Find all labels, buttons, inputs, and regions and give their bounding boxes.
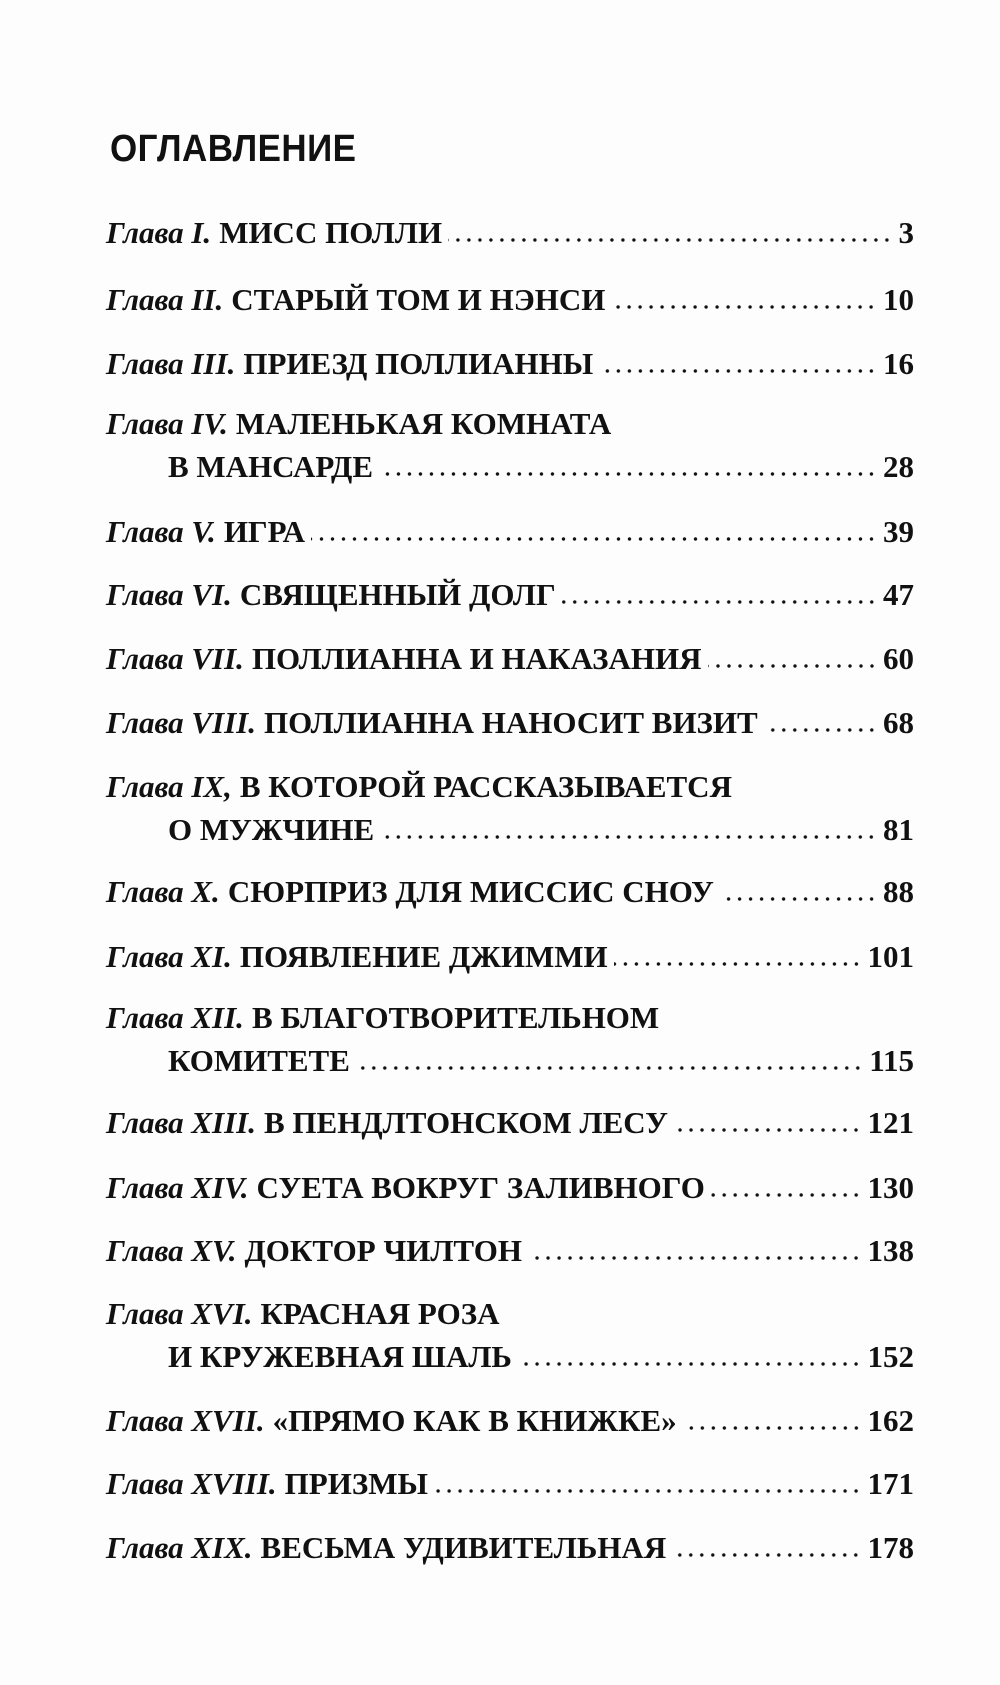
page-number: 47 bbox=[883, 577, 914, 612]
dot-leader bbox=[518, 1361, 862, 1367]
toc-entry bbox=[106, 278, 914, 321]
dot-leader bbox=[711, 1192, 862, 1198]
chapter-label: Глава X. bbox=[106, 874, 220, 909]
toc-entry-line bbox=[106, 278, 914, 321]
toc-entry-line bbox=[106, 808, 914, 851]
toc-entry-line bbox=[106, 1292, 914, 1335]
page-number: 130 bbox=[867, 1170, 914, 1205]
toc-entry-line bbox=[106, 701, 914, 744]
toc-entry-line bbox=[106, 1526, 914, 1569]
chapter-title: ПОЯВЛЕНИЕ ДЖИММИ bbox=[239, 939, 608, 974]
chapter-label: Глава II. bbox=[106, 282, 224, 317]
chapter-title: КОМИТЕТЕ bbox=[168, 1043, 350, 1078]
chapter-label: Глава I. bbox=[106, 215, 212, 250]
dot-leader bbox=[434, 1488, 862, 1494]
toc-entry bbox=[106, 1292, 914, 1378]
dot-leader bbox=[356, 1065, 863, 1071]
page-title: ОГЛАВЛЕНИЕ bbox=[110, 128, 357, 170]
toc-entry bbox=[106, 342, 914, 385]
toc-entry bbox=[106, 870, 914, 913]
toc-entry-line bbox=[106, 1462, 914, 1505]
dot-leader bbox=[614, 961, 862, 967]
toc-entry-line bbox=[106, 402, 914, 445]
chapter-title: СВЯЩЕННЫЙ ДОЛГ bbox=[239, 577, 556, 612]
toc-entry-line bbox=[106, 765, 914, 808]
chapter-title: ПРИЕЗД ПОЛЛИАННЫ bbox=[243, 346, 594, 381]
chapter-title: ВЕСЬМА УДИВИТЕЛЬНАЯ bbox=[260, 1530, 667, 1565]
toc-entry-line bbox=[106, 211, 914, 254]
chapter-title: В МАНСАРДЕ bbox=[168, 449, 374, 484]
page-number: 101 bbox=[867, 939, 914, 974]
chapter-label: Глава XVII. bbox=[106, 1403, 265, 1438]
chapter-title: О МУЖЧИНЕ bbox=[168, 812, 375, 847]
toc-entry-line bbox=[106, 1039, 914, 1082]
dot-leader bbox=[448, 237, 892, 243]
chapter-title: ДОКТОР ЧИЛТОН bbox=[244, 1233, 522, 1268]
page-number: 138 bbox=[867, 1233, 914, 1268]
toc-entry-line bbox=[106, 870, 914, 913]
chapter-label: Глава XIII. bbox=[106, 1105, 256, 1140]
chapter-label: Глава XIV. bbox=[106, 1170, 249, 1205]
page-number: 28 bbox=[883, 449, 914, 484]
chapter-label: Глава XV. bbox=[106, 1233, 237, 1268]
chapter-title: В КОТОРОЙ РАССКАЗЫВАЕТСЯ bbox=[239, 769, 732, 804]
chapter-label: Глава VII. bbox=[106, 641, 244, 676]
toc-entry-line bbox=[106, 1229, 914, 1272]
dot-leader bbox=[311, 536, 877, 542]
toc-entry bbox=[106, 573, 914, 616]
toc-entry-line bbox=[106, 637, 914, 680]
chapter-title: СЮРПРИЗ ДЛЯ МИССИС СНОУ bbox=[227, 874, 714, 909]
chapter-title: СУЕТА ВОКРУГ ЗАЛИВНОГО bbox=[256, 1170, 705, 1205]
page-number: 162 bbox=[867, 1403, 914, 1438]
chapter-label: Глава XVI. bbox=[106, 1296, 253, 1331]
toc-entry-line bbox=[106, 573, 914, 616]
toc-entry-line bbox=[106, 342, 914, 385]
toc-entry bbox=[106, 765, 914, 851]
toc-entry bbox=[106, 701, 914, 744]
dot-leader bbox=[683, 1425, 862, 1431]
toc-entry-line bbox=[106, 445, 914, 488]
chapter-label: Глава VI. bbox=[106, 577, 232, 612]
dot-leader bbox=[599, 368, 877, 374]
chapter-label: Глава V. bbox=[106, 514, 216, 549]
page-number: 171 bbox=[867, 1466, 914, 1501]
chapter-title: КРАСНАЯ РОЗА bbox=[260, 1296, 500, 1331]
page-number: 16 bbox=[883, 346, 914, 381]
toc-entry-line bbox=[106, 996, 914, 1039]
page-number: 88 bbox=[883, 874, 914, 909]
dot-leader bbox=[379, 471, 877, 477]
chapter-label: Глава VIII. bbox=[106, 705, 256, 740]
chapter-title: ИГРА bbox=[223, 514, 306, 549]
dot-leader bbox=[708, 663, 878, 669]
chapter-title: «ПРЯМО КАК В КНИЖКЕ» bbox=[272, 1403, 677, 1438]
chapter-label: Глава IV. bbox=[106, 406, 228, 441]
page-number: 121 bbox=[867, 1105, 914, 1140]
toc-entry bbox=[106, 935, 914, 978]
chapter-title: В ПЕНДЛТОНСКОМ ЛЕСУ bbox=[264, 1105, 668, 1140]
chapter-title: СТАРЫЙ ТОМ И НЭНСИ bbox=[231, 282, 606, 317]
page-number: 10 bbox=[883, 282, 914, 317]
dot-leader bbox=[674, 1127, 862, 1133]
page-number: 60 bbox=[883, 641, 914, 676]
chapter-title: И КРУЖЕВНАЯ ШАЛЬ bbox=[168, 1339, 512, 1374]
toc-entry bbox=[106, 211, 914, 254]
page-number: 3 bbox=[898, 215, 914, 250]
toc-entry bbox=[106, 402, 914, 488]
toc-entry-line bbox=[106, 510, 914, 553]
toc-entry-line bbox=[106, 1101, 914, 1144]
toc-entry bbox=[106, 1399, 914, 1442]
chapter-title: ПОЛЛИАННА И НАКАЗАНИЯ bbox=[251, 641, 702, 676]
page-number: 39 bbox=[883, 514, 914, 549]
dot-leader bbox=[380, 834, 877, 840]
toc-entry-line bbox=[106, 1166, 914, 1209]
dot-leader bbox=[764, 727, 877, 733]
toc-entry bbox=[106, 1462, 914, 1505]
dot-leader bbox=[720, 896, 877, 902]
chapter-title: МАЛЕНЬКАЯ КОМНАТА bbox=[235, 406, 612, 441]
page-number: 68 bbox=[883, 705, 914, 740]
chapter-label: Глава XI. bbox=[106, 939, 232, 974]
page-number: 115 bbox=[869, 1043, 914, 1078]
toc-entry bbox=[106, 1166, 914, 1209]
chapter-label: Глава XII. bbox=[106, 1000, 244, 1035]
toc-entry bbox=[106, 996, 914, 1082]
chapter-label: Глава III. bbox=[106, 346, 236, 381]
page-number: 178 bbox=[867, 1530, 914, 1565]
toc-entry bbox=[106, 510, 914, 553]
dot-leader bbox=[611, 304, 877, 310]
chapter-title: ПРИЗМЫ bbox=[284, 1466, 428, 1501]
toc-entry-line bbox=[106, 1335, 914, 1378]
toc-entry-line bbox=[106, 1399, 914, 1442]
chapter-title: ПОЛЛИАННА НАНОСИТ ВИЗИТ bbox=[264, 705, 758, 740]
toc-entry bbox=[106, 1526, 914, 1569]
dot-leader bbox=[528, 1255, 862, 1261]
toc-entry bbox=[106, 637, 914, 680]
toc-entry-line bbox=[106, 935, 914, 978]
dot-leader bbox=[672, 1552, 861, 1558]
toc-entry bbox=[106, 1101, 914, 1144]
page-number: 152 bbox=[867, 1339, 914, 1374]
chapter-label: Глава XIX. bbox=[106, 1530, 253, 1565]
toc-entry bbox=[106, 1229, 914, 1272]
chapter-label: Глава XVIII. bbox=[106, 1466, 277, 1501]
chapter-label: Глава IX, bbox=[106, 769, 232, 804]
chapter-title: В БЛАГОТВОРИТЕЛЬНОМ bbox=[251, 1000, 660, 1035]
chapter-title: МИСС ПОЛЛИ bbox=[219, 215, 443, 250]
page-number: 81 bbox=[883, 812, 914, 847]
dot-leader bbox=[562, 599, 877, 605]
